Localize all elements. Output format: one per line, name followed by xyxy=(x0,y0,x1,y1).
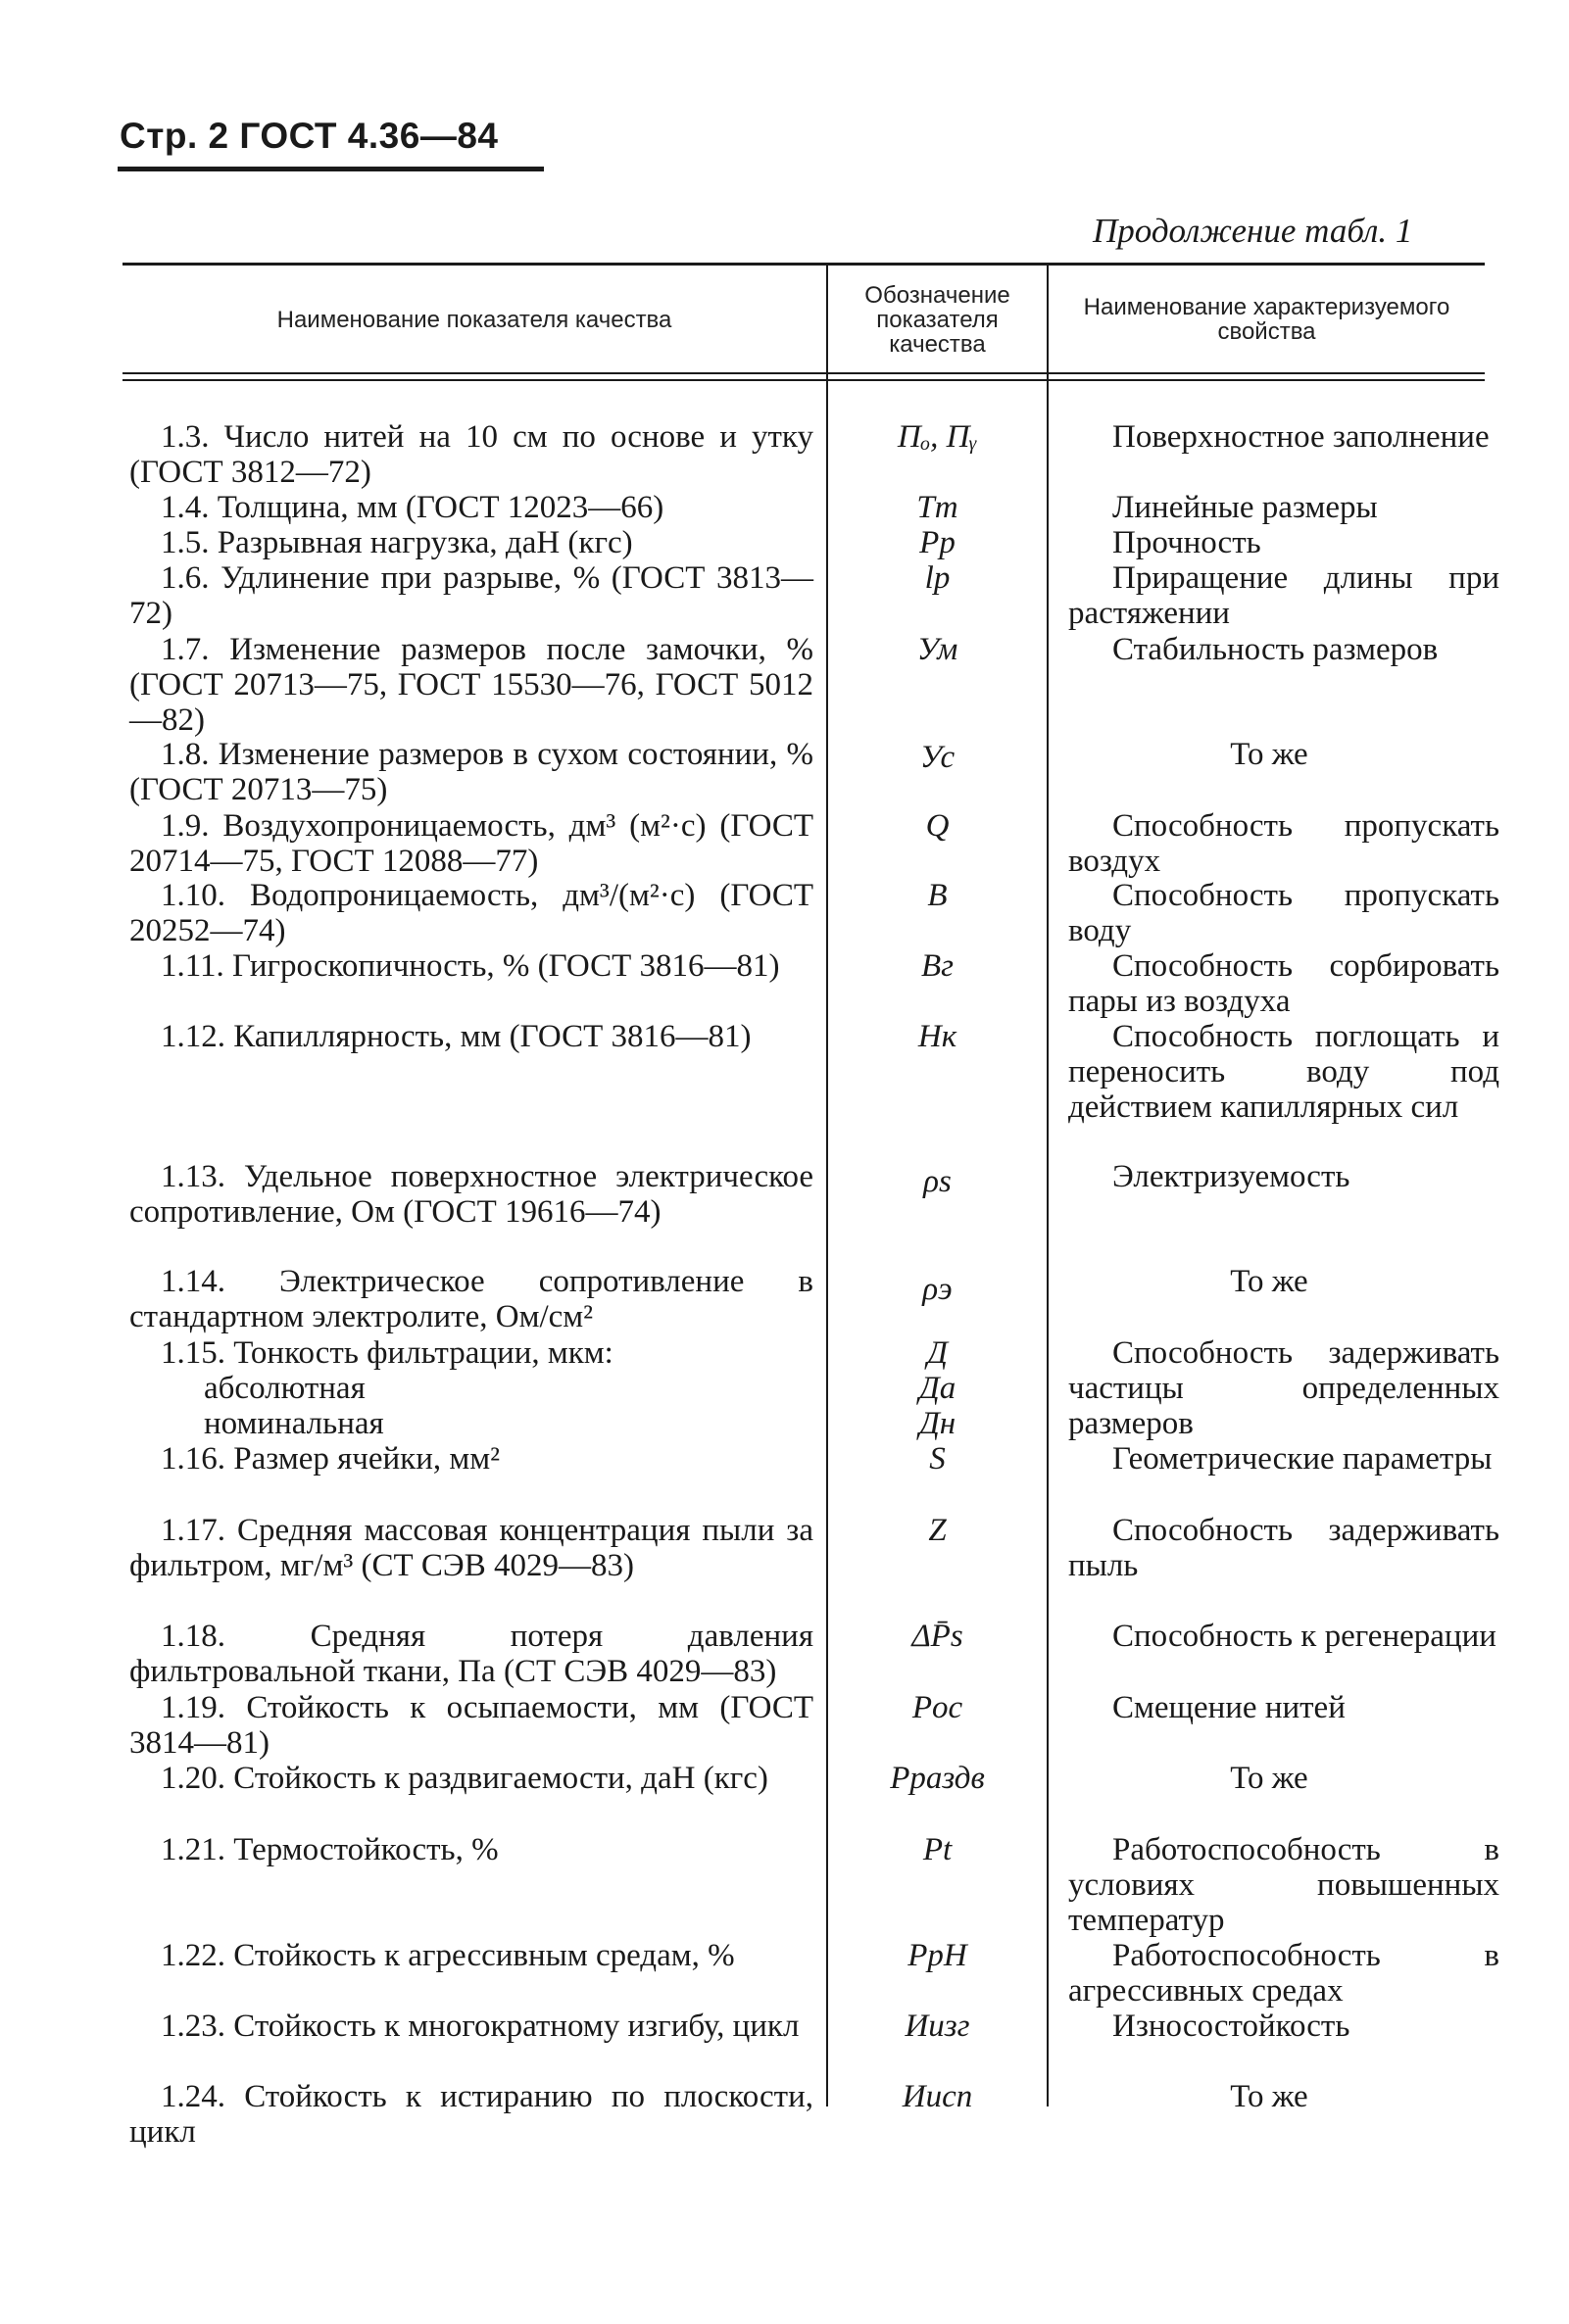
row-property: Способность сорбировать пары из воздуха xyxy=(1068,948,1499,1019)
row-property: Поверхностное заполнение xyxy=(1112,419,1490,455)
row-property: Прочность xyxy=(1112,525,1261,560)
row-indicator: 1.14. Электрическое сопротивление в стандартном электролите, Ом/см² xyxy=(129,1264,813,1334)
row-symbol: Pр xyxy=(919,525,956,560)
row-indicator: 1.22. Стойкость к агрессивным средам, % xyxy=(161,1938,735,1973)
row-symbol: Q xyxy=(925,808,950,844)
row-property: Способность поглощать и переносить воду под действием капиллярных сил xyxy=(1068,1019,1499,1125)
row-symbol: Pt xyxy=(922,1832,953,1867)
row-symbol: Д xyxy=(927,1335,948,1371)
row-sub-item: абсолютная xyxy=(204,1371,366,1406)
row-indicator: 1.6. Удлинение при разрыве, % (ГОСТ 3813—72) xyxy=(129,560,813,631)
row-indicator: 1.10. Водопроницаемость, дм³/(м²·с) (ГОСТ 20252—74) xyxy=(129,878,813,948)
row-property: Способность к регенерации xyxy=(1112,1619,1496,1654)
row-indicator: 1.12. Капиллярность, мм (ГОСТ 3816—81) xyxy=(161,1019,752,1054)
row-property: Смещение нитей xyxy=(1112,1690,1346,1725)
row-indicator: 1.19. Стойкость к осыпаемости, мм (ГОСТ 3814—81) xyxy=(129,1690,813,1761)
table-header-rule-double xyxy=(123,379,1485,381)
page-header: Стр. 2 ГОСТ 4.36—84 xyxy=(120,116,499,156)
row-sub-symbol: Дн xyxy=(918,1406,956,1441)
row-property: Геометрические параметры xyxy=(1112,1441,1493,1477)
row-indicator: 1.23. Стойкость к многократному изгибу, цикл xyxy=(161,2009,800,2044)
row-indicator: 1.21. Термостойкость, % xyxy=(161,1832,499,1867)
row-symbol: Ус xyxy=(919,740,956,775)
row-property: Линейные размеры xyxy=(1112,490,1378,525)
row-indicator: 1.7. Изменение размеров после замочки, % (ГОСТ 20713—75, ГОСТ 15530—76, ГОСТ 5012—82) xyxy=(129,632,813,738)
row-symbol: Иизг xyxy=(905,2009,970,2044)
row-sub-item: номинальная xyxy=(204,1406,384,1441)
row-property: Способность задерживать пыль xyxy=(1068,1513,1499,1583)
row-indicator: 1.9. Воздухопроницаемость, дм³ (м²·с) (ГОСТ 20714—75, ГОСТ 12088—77) xyxy=(129,808,813,879)
row-property: Электризуемость xyxy=(1112,1159,1350,1194)
column-header-symbol: Обозначение показателя качества xyxy=(864,281,1010,358)
row-symbol: ρs xyxy=(923,1164,952,1199)
row-indicator: 1.20. Стойкость к раздвигаемости, даН (кгс) xyxy=(161,1761,768,1796)
row-symbol: Hк xyxy=(917,1019,957,1054)
row-property: Способность пропускать воздух xyxy=(1068,808,1499,879)
column-header-indicator: Наименование показателя качества xyxy=(276,306,672,333)
row-property: То же xyxy=(1230,1761,1308,1796)
row-indicator: 1.16. Размер ячейки, мм² xyxy=(161,1441,501,1477)
row-property: Износостойкость xyxy=(1112,2009,1350,2044)
row-indicator: 1.11. Гигроскопичность, % (ГОСТ 3816—81) xyxy=(161,948,780,984)
row-indicator: 1.8. Изменение размеров в сухом состоянии, % (ГОСТ 20713—75) xyxy=(129,737,813,807)
row-symbol: Тт xyxy=(916,490,958,525)
row-indicator: 1.24. Стойкость к истиранию по плоскости, цикл xyxy=(129,2079,813,2150)
header-underline xyxy=(118,167,544,171)
row-symbol: PрН xyxy=(907,1938,967,1973)
row-indicator: 1.17. Средняя массовая концентрация пыли за фильтром, мг/м³ (СТ СЭВ 4029—83) xyxy=(129,1513,813,1583)
row-property: Стабильность размеров xyxy=(1112,632,1439,667)
row-symbol: Пₒ, Пᵧ xyxy=(897,419,978,455)
row-property: То же xyxy=(1230,1264,1308,1299)
row-property: То же xyxy=(1230,2079,1308,2114)
table-header-rule xyxy=(123,372,1485,374)
column-divider xyxy=(1047,265,1049,2106)
row-indicator: 1.18. Средняя потеря давления фильтровальной ткани, Па (СТ СЭВ 4029—83) xyxy=(129,1619,813,1689)
row-symbol: lр xyxy=(924,560,951,596)
row-symbol: ρэ xyxy=(922,1272,953,1307)
row-symbol: B xyxy=(927,878,948,913)
row-indicator: 1.15. Тонкость фильтрации, мкм: xyxy=(161,1335,613,1371)
row-indicator: 1.13. Удельное поверхностное электрическое сопротивление, Ом (ГОСТ 19616—74) xyxy=(129,1159,813,1230)
row-symbol: ΔP̄s xyxy=(911,1619,963,1654)
row-indicator: 1.3. Число нитей на 10 см по основе и утку (ГОСТ 3812—72) xyxy=(129,419,813,490)
table-top-rule xyxy=(123,263,1485,266)
row-indicator: 1.5. Разрывная нагрузка, даН (кгс) xyxy=(161,525,633,560)
row-indicator: 1.4. Толщина, мм (ГОСТ 12023—66) xyxy=(161,490,664,525)
row-symbol: Pраздв xyxy=(890,1761,985,1796)
row-sub-symbol: Дa xyxy=(918,1371,956,1406)
row-property: Приращение длины при растяжении xyxy=(1068,560,1499,631)
row-symbol: Pос xyxy=(911,1690,963,1725)
row-property: Работоспособность в агрессивных средах xyxy=(1068,1938,1499,2009)
row-symbol: Ум xyxy=(916,632,958,667)
row-property: Работоспособность в условиях повышенных температур xyxy=(1068,1832,1499,1938)
row-symbol: Bг xyxy=(920,948,955,984)
row-property: Способность задерживать частицы определенных размеров xyxy=(1068,1335,1499,1441)
column-header-property: Наименование характеризуемого свойства xyxy=(1083,294,1450,345)
row-symbol: Иисп xyxy=(902,2079,973,2114)
table-continuation-label: Продолжение табл. 1 xyxy=(1093,212,1413,250)
row-property: То же xyxy=(1230,737,1308,772)
row-symbol: S xyxy=(929,1441,946,1477)
row-property: Способность пропускать воду xyxy=(1068,878,1499,948)
row-symbol: Z xyxy=(928,1513,947,1548)
